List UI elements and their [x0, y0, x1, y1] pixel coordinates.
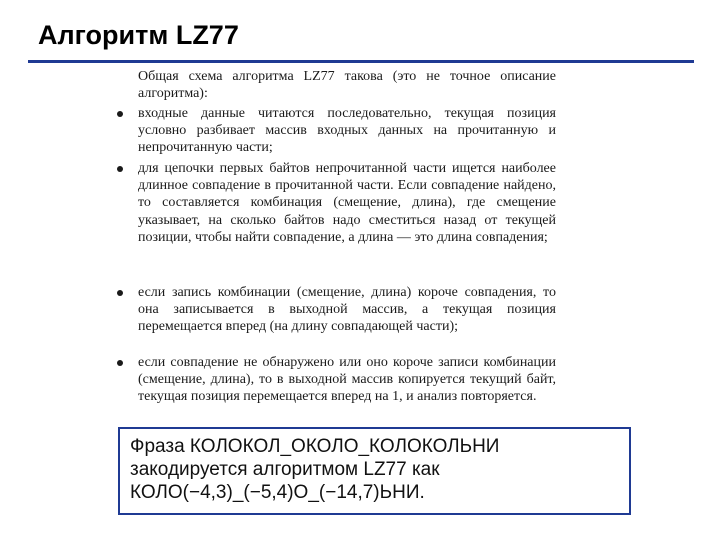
title-divider: [28, 60, 694, 63]
example-text: Фраза КОЛОКОЛ_ОКОЛО_КОЛОКОЛЬНИ закодируется алгоритмом LZ77 как КОЛО(−4,3)_(−5,4)О_(−14,7)ЬНИ.: [130, 436, 500, 503]
bullet-icon: [117, 111, 123, 117]
bullet-icon: [117, 166, 123, 172]
list-item-text: если запись комбинации (смещение, длина) короче совпадения, то она записывается в выходной массив, а текущая позиция перемещается вперед (на длину совпадающей части);: [138, 285, 556, 335]
scanned-text-block: [108, 68, 566, 420]
example-box: [118, 427, 631, 515]
intro-paragraph: Общая схема алгоритма LZ77 такова (это не точное описание алгоритма):: [138, 69, 556, 102]
bullet-icon: [117, 290, 123, 296]
slide-title: Алгоритм LZ77: [38, 20, 239, 50]
bullet-icon: [117, 360, 123, 366]
list-item-text: для цепочки первых байтов непрочитанной части ищется наиболее длинное совпадение в прочитанной части. Если совпадение найдено, то составляется комбинация (смещение, длина), где смещение указывает, на сколько байтов надо сместиться назад от текущей позиции, чтобы найти совпадение, а длина — это длина совпадения;: [138, 161, 556, 245]
list-item-text: если совпадение не обнаружено или оно короче записи комбинации (смещение, длина), то в выходной массив копируется текущий байт, текущая позиция перемещается вперед на 1, и анализ повторяется.: [138, 355, 556, 405]
list-item-text: входные данные читаются последовательно, текущая позиция условно разбивает массив входных данных на прочитанную и непрочитанную части;: [138, 106, 556, 156]
